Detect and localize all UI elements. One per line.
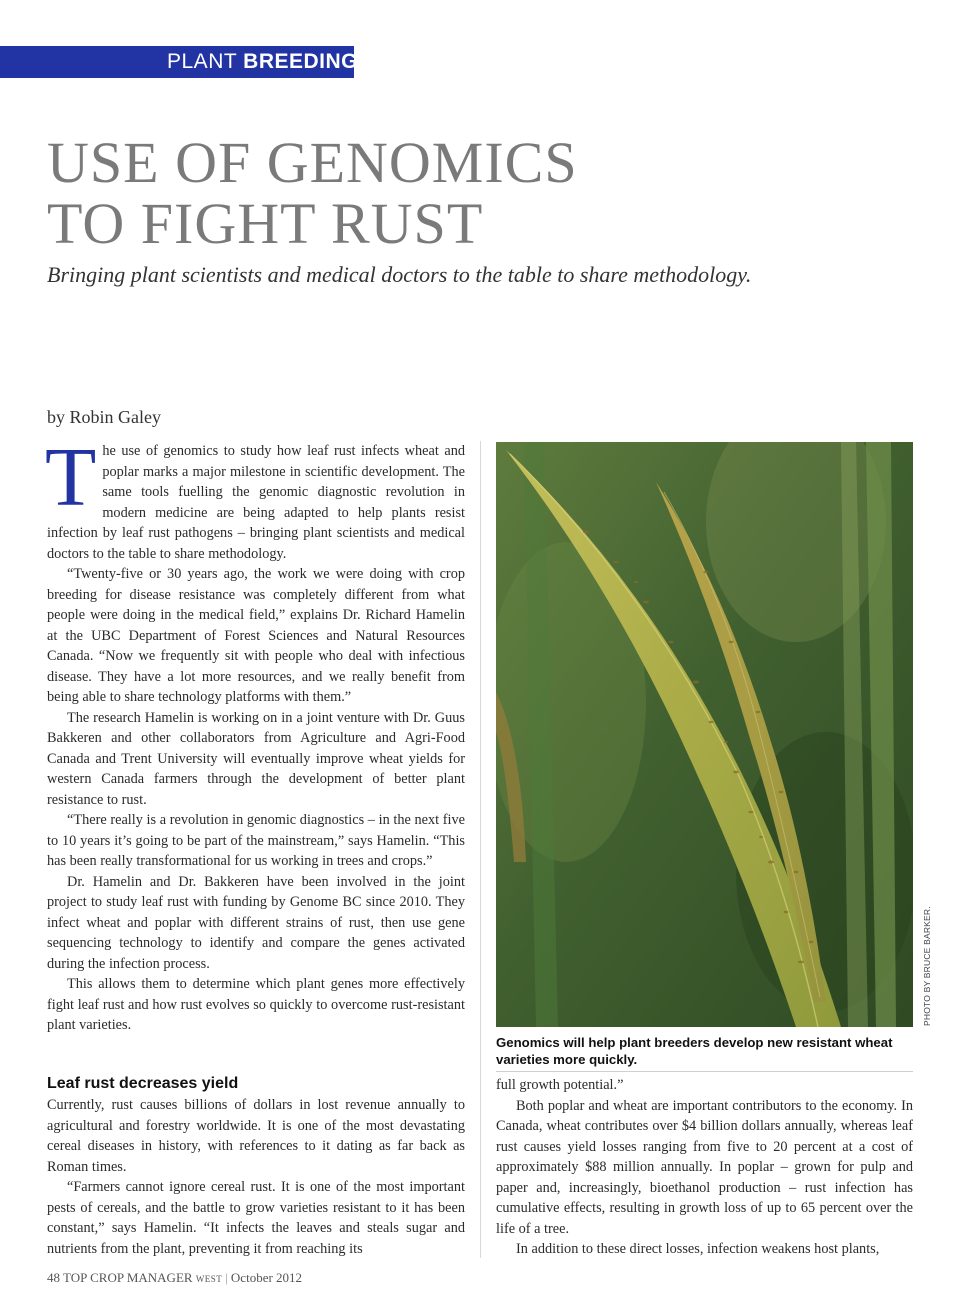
body-paragraph: “Farmers cannot ignore cereal rust. It is one of the most important pests of cereals, and the battle to grow varieties resistant to it has been constant,” says Hamelin. “It infects the leaves and steals sugar and nutrients from the plant, preventing it from reaching its bbox=[47, 1179, 465, 1257]
wheat-leaf-illustration bbox=[496, 442, 913, 1027]
article-subtitle: Bringing plant scientists and medical doctors to the table to share methodology. bbox=[47, 262, 752, 287]
footer-separator: | bbox=[225, 1270, 228, 1285]
body-paragraph: Both poplar and wheat are important contributors to the economy. In Canada, wheat contributes over $4 billion dollars annually, whereas leaf rust causes yield losses ranging from five to 20 percent at a cost of approximately $88 million annually. In poplar – grown for pulp and paper and, increasingly, bioethanol production – rust infection has cumulative effects, resulting in growth loss of up to 65 percent over the life of a tree. bbox=[496, 1097, 913, 1237]
article-title: USE OF GENOMICS TO FIGHT RUST bbox=[47, 130, 578, 256]
wheat-leaf-photo bbox=[496, 442, 913, 1027]
body-paragraph-continued: full growth potential.” bbox=[496, 1077, 624, 1093]
section-label-bold: BREEDING bbox=[243, 50, 359, 73]
left-column bbox=[45, 431, 465, 1036]
publication-edition: WEST bbox=[195, 1274, 223, 1284]
issue-date: October 2012 bbox=[230, 1270, 303, 1285]
left-column-lower bbox=[47, 1073, 465, 1259]
byline: by Robin Galey bbox=[47, 407, 161, 427]
column-divider bbox=[480, 441, 481, 1258]
section-label-light: PLANT bbox=[167, 50, 237, 73]
intro-paragraph bbox=[45, 431, 465, 564]
body-paragraph: “Twenty-five or 30 years ago, the work we were doing with crop breeding for disease resistance was completely different from what people were doing in the medical field,” explains Dr. Richard Hamelin at the UBC Department of Forest Sciences and Natural Resources Canada. “Now we frequently sit with people who deal with infectious disease. They have a lot more resources, and we really benefit from being able to share technology platforms with them.” bbox=[47, 566, 465, 705]
publication-name: TOP CROP MANAGER bbox=[63, 1270, 193, 1285]
body-paragraph: In addition to these direct losses, infection weakens host plants, bbox=[516, 1241, 880, 1257]
section-tab bbox=[0, 46, 359, 78]
page-number: 48 bbox=[47, 1270, 60, 1285]
subhead: Leaf rust decreases yield bbox=[47, 1075, 239, 1092]
photo-credit: PHOTO BY BRUCE BARKER. bbox=[922, 906, 932, 1026]
body-paragraph: Dr. Hamelin and Dr. Bakkeren have been involved in the joint project to study leaf rust with funding by Genome BC since 2010. They infect wheat and poplar with different strains of rust, then use gene sequencing technology to identify and compare the genes activated during the infection process. bbox=[47, 873, 465, 972]
body-paragraph: This allows them to determine which plant genes more effectively fight leaf rust and how rust evolves so quickly to overcome rust-resistant plant varieties. bbox=[47, 976, 465, 1033]
right-column bbox=[496, 1075, 913, 1260]
body-paragraph: Currently, rust causes billions of dollars in lost revenue annually to agricultural and forestry worldwide. It is one of the most devastating cereal diseases in history, with references to it dating as far back as Roman times. bbox=[47, 1097, 465, 1175]
body-paragraph: The research Hamelin is working on in a joint venture with Dr. Guus Bakkeren and other collaborators from Agriculture and Agri-Food Canada and Trent University will eventually improve wheat yields for western Canada farmers through the development of better plant resistance to rust. bbox=[47, 709, 465, 808]
photo-caption: Genomics will help plant breeders develop new resistant wheat varieties more quickly. bbox=[496, 1034, 913, 1072]
drop-cap: T bbox=[45, 431, 97, 524]
intro-text: he use of genomics to study how leaf rust infects wheat and poplar marks a major milestone in scientific development. The same tools fuelling the genomic diagnostic revolution in modern medicine are being adapted to help plants resist infection by leaf rust pathogens – bringing plant scientists and medical doctors to the table to share methodology. bbox=[47, 443, 465, 562]
page-footer bbox=[47, 1270, 302, 1286]
body-paragraph: “There really is a revolution in genomic diagnostics – in the next five to 10 years it’s going to be part of the mainstream,” says Hamelin. “This has been really transformational for us working in trees and crops.” bbox=[47, 812, 465, 869]
